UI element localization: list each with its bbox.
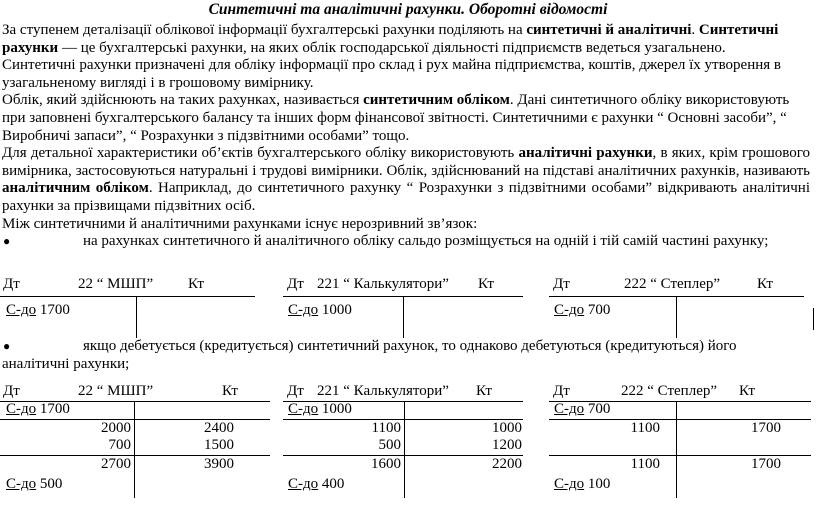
t-saldo — [288, 302, 352, 319]
saldo-prefix: С-до — [554, 302, 585, 318]
body-text — [2, 22, 810, 251]
saldo-value: 700 — [587, 401, 611, 417]
saldo-prefix: С-до — [554, 476, 585, 492]
t-dt-label: Дт — [287, 383, 304, 399]
paragraph-3 — [2, 92, 810, 145]
p4-term-analytic-accounts: аналітичні рахунки — [518, 145, 653, 162]
p4-text-a: Для детальної характеристики об’єктів бухгалтерського обліку використовують — [2, 145, 519, 162]
bullet-1 — [2, 233, 810, 251]
saldo-prefix: С-до — [6, 401, 37, 417]
t-separator-line — [283, 419, 523, 420]
t-credit-total: 1700 — [751, 456, 781, 472]
t-credit-total: 3900 — [204, 456, 234, 472]
p1-term-synthetic: Синтетичні рахунки — [2, 22, 779, 56]
page-title: Синтетичні та аналітичні рахунки. Оборотні відомості — [208, 1, 608, 18]
t-kt-label: Кт — [478, 276, 494, 292]
t-kt-label: Кт — [757, 276, 773, 292]
t-credit-entry: 1200 — [492, 437, 522, 453]
t-credit-entry: 1500 — [204, 437, 234, 453]
saldo-value: 500 — [39, 476, 63, 492]
t-debit-total: 1600 — [371, 456, 401, 472]
t-account-set2-1 — [283, 383, 523, 498]
t-saldo-close — [288, 476, 344, 493]
t-vertical-line — [136, 296, 137, 338]
saldo-value: 1000 — [321, 401, 352, 417]
t-account-set2-2 — [549, 383, 811, 498]
t-credit-entry: 1000 — [492, 420, 522, 436]
t-dt-label: Дт — [553, 276, 570, 292]
saldo-prefix: С-до — [6, 476, 37, 492]
saldo-value: 1700 — [39, 401, 70, 417]
p1-text-e: — це бухгалтерські рахунки, на яких облік господарської діяльності підприємств ведеться узагальнено. — [58, 39, 726, 56]
t-account-name: 222 “ Степлер” — [624, 276, 721, 292]
t-debit-total: 1100 — [630, 456, 660, 472]
bullet-2-text-b: аналітичні рахунки; — [2, 355, 130, 372]
saldo-value: 1000 — [321, 302, 352, 318]
saldo-prefix: С-до — [554, 401, 585, 417]
t-account-name: 221 “ Калькулятори” — [317, 383, 449, 399]
t-saldo-open — [6, 401, 70, 418]
saldo-prefix: С-до — [6, 302, 37, 318]
t-account-name: 22 “ МШП” — [78, 276, 154, 292]
p4-term-analytic-accounting: аналітичним обліком — [2, 180, 149, 197]
bullet-1-text: на рахунках синтетичного й аналітичного обліку сальдо розміщується на одній і тій самій частині рахунку; — [83, 233, 769, 250]
p4-text-e: . Наприклад, до синтетичного рахунку “ Розрахунки з підзвітними особами” відкривають аналітичні рахунки за прізвищами підзвітних осіб. — [2, 180, 810, 214]
paragraph-1 — [2, 22, 810, 57]
t-kt-label: Кт — [222, 383, 238, 399]
bullet-2-text-a: якщо дебетується (кредитується) синтетичний рахунок, то однаково дебетуються (кредитуються) його — [83, 338, 737, 354]
saldo-value: 1700 — [39, 302, 70, 318]
t-saldo — [6, 302, 70, 319]
t-debit-entry: 1100 — [630, 420, 660, 436]
t-account-set1-0 — [0, 276, 255, 338]
t-debit-entry: 1100 — [371, 420, 401, 436]
t-account-set2-0 — [0, 383, 270, 498]
t-saldo-open — [288, 401, 352, 418]
p1-term-synthetic-analytic: синтетичні й аналітичні — [526, 22, 692, 38]
t-account-set1-1 — [283, 276, 523, 338]
t-debit-total: 2700 — [101, 456, 131, 472]
saldo-prefix: С-до — [288, 476, 319, 492]
saldo-value: 100 — [587, 476, 611, 492]
saldo-value: 400 — [321, 476, 345, 492]
t-credit-entry: 1700 — [751, 420, 781, 436]
t-vertical-line — [134, 401, 135, 498]
paragraph-4 — [2, 145, 810, 215]
p1-text-c: . — [691, 22, 699, 38]
t-vertical-line — [404, 401, 405, 498]
t-account-name: 221 “ Калькулятори” — [317, 276, 449, 292]
t-kt-label: Кт — [476, 383, 492, 399]
t-vertical-line — [676, 401, 677, 498]
t-vertical-line — [403, 296, 404, 338]
t-saldo-close — [554, 476, 610, 493]
t-dt-label: Дт — [3, 383, 20, 399]
t-horizontal-line — [0, 296, 255, 297]
t-dt-label: Дт — [3, 276, 20, 292]
t-vertical-line — [676, 296, 677, 338]
t-account-name: 222 “ Степлер” — [621, 383, 718, 399]
t-credit-total: 2200 — [492, 456, 522, 472]
t-debit-entry: 700 — [108, 437, 131, 453]
p4-text-c: , в яких, крім грошового вимірника, застосовуються натуральні і трудові вимірники. Облік, здійснюваний на підставі аналітичних рахунків, називають — [2, 145, 810, 179]
t-saldo-close — [6, 476, 62, 493]
bullet-2-icon: ● — [3, 339, 11, 353]
t-dt-label: Дт — [287, 276, 304, 292]
paragraph-5: Між синтетичними й аналітичними рахунками існує нерозривний зв’язок: — [2, 215, 478, 232]
t-credit-entry: 2400 — [204, 420, 234, 436]
paragraph-2: Синтетичні рахунки призначені для обліку інформації про склад і рух майна підприємства, коштів, джерел їх утворення в узагальненому вигляді і в грошовому вимірнику. — [2, 57, 782, 91]
bullet-1-icon: ● — [3, 234, 11, 249]
t-kt-label: Кт — [188, 276, 204, 292]
t-saldo — [554, 302, 610, 319]
p3-text-c: . Дані синтетичного обліку використовують при заповнені бухгалтерського балансу та інших форм фінансової звітності. Синтетичними є рахунки “ Основні засоби”, “ Виробничі запаси”, “ Розрахунки з підзвітними особами” тощо. — [2, 92, 790, 144]
saldo-value: 700 — [587, 302, 611, 318]
t-dt-label: Дт — [553, 383, 570, 399]
t-account-set1-2 — [549, 276, 804, 338]
t-debit-entry: 500 — [378, 437, 401, 453]
p3-text-a: Облік, який здійснюють на таких рахунках, називається — [2, 92, 364, 109]
t-debit-entry: 2000 — [101, 420, 131, 436]
saldo-prefix: С-до — [288, 302, 319, 318]
p3-term-synthetic-accounting: синтетичним обліком — [363, 92, 510, 109]
page-edge-line — [813, 308, 814, 330]
bullet-2 — [2, 338, 810, 373]
t-turnover-line — [283, 455, 523, 456]
saldo-prefix: С-до — [288, 401, 319, 417]
t-kt-label: Кт — [739, 383, 755, 399]
t-saldo-open — [554, 401, 610, 418]
p1-text-a: За ступенем деталізації облікової інформації бухгалтерські рахунки поділяють на — [2, 22, 527, 38]
t-account-name: 22 “ МШП” — [78, 383, 154, 399]
